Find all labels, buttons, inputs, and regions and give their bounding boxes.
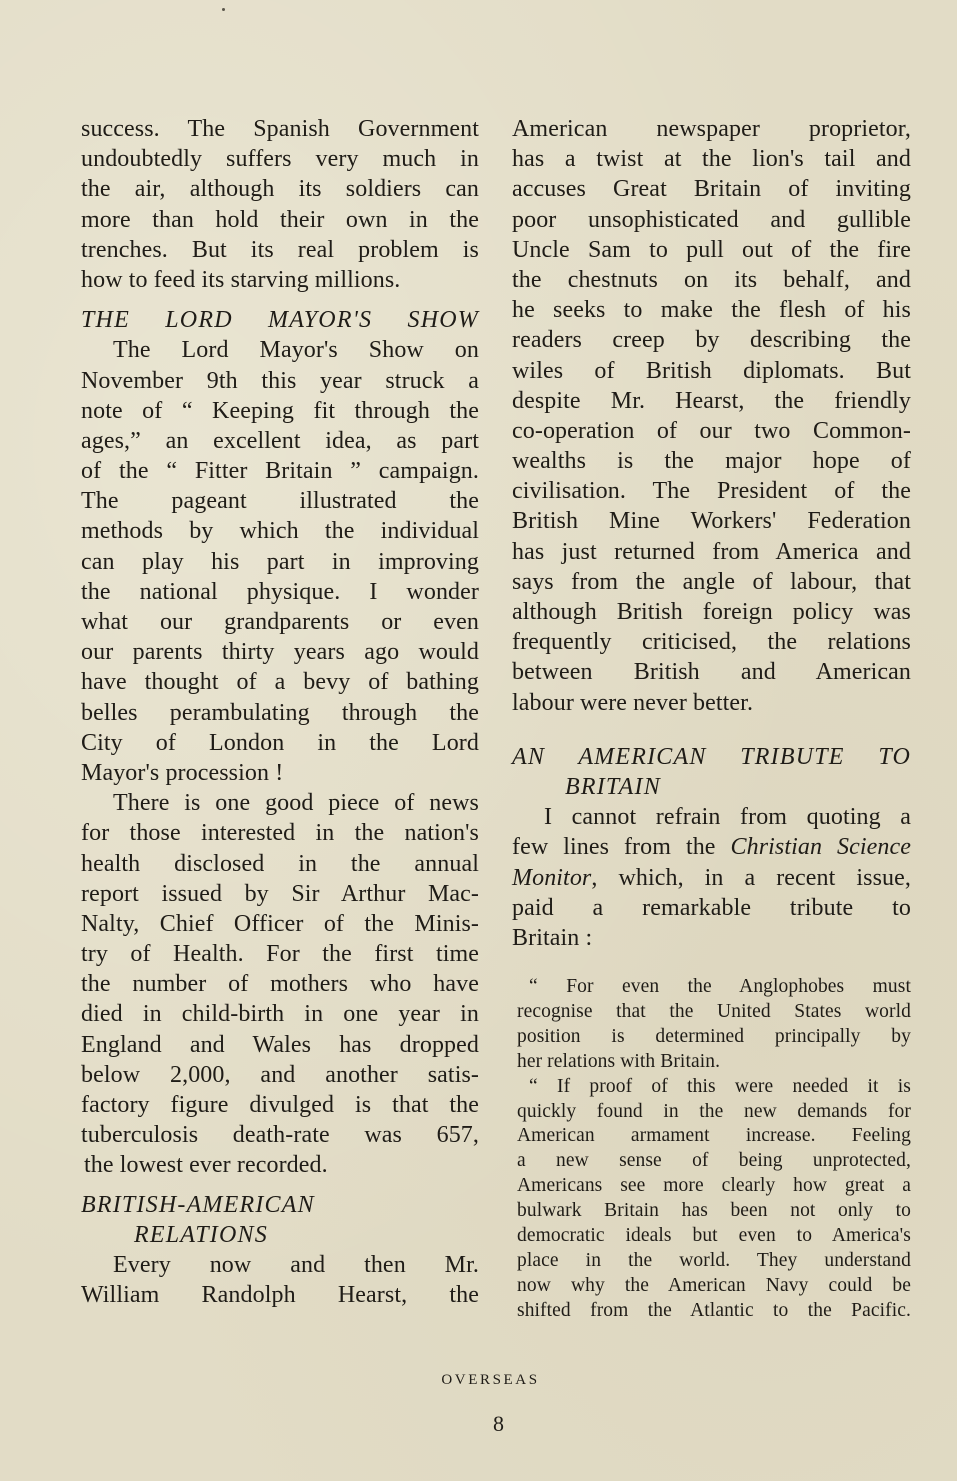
text-line: poor unsophisticated and gullible [512, 206, 911, 233]
text-line: Mayor's procession ! [81, 759, 284, 786]
text-line: tuberculosis death-rate was 657, [81, 1122, 479, 1149]
block-quote [512, 975, 911, 1323]
text-line: The pageant illustrated the [81, 488, 479, 515]
left-column [81, 114, 479, 1310]
text-line: the number of mothers who have [81, 971, 479, 998]
text-line: frequently criticised, the relations [512, 629, 911, 656]
text-fragment: few lines from the [512, 834, 731, 861]
text-line: our parents thirty years ago would [81, 639, 479, 666]
text-line: a new sense of being unprotected, [517, 1150, 911, 1172]
publication-name-italic: Christian Science [730, 834, 911, 861]
text-line: England and Wales has dropped [81, 1031, 479, 1058]
text-line: Nalty, Chief Officer of the Minis- [81, 910, 479, 937]
text-line: can play his part in improving [81, 548, 479, 575]
section-heading-britain: BRITAIN [565, 773, 661, 800]
text-line: says from the angle of labour, that [512, 568, 911, 595]
text-line: how to feed its starving millions. [81, 266, 401, 293]
section-heading-british-american: BRITISH-AMERICAN [81, 1191, 315, 1218]
text-line: Every now and then Mr. [113, 1251, 479, 1278]
text-fragment: , which, in a recent issue, [591, 864, 911, 891]
text-line: position is determined principally by [517, 1025, 911, 1047]
lord-mayors-show-paragraph [81, 335, 479, 788]
text-line: co-operation of our two Common- [512, 417, 911, 444]
text-line: factory figure divulged is that the [81, 1092, 479, 1118]
text-line: have thought of a bevy of bathing [81, 669, 479, 696]
tribute-intro-paragraph [512, 802, 911, 953]
section-heading-american-tribute: AN AMERICAN TRIBUTE TO [512, 743, 911, 770]
text-line: he seeks to make the flesh of his [512, 297, 911, 324]
text-line: died in child-birth in one year in [81, 1001, 479, 1028]
text-line: “ For even the Anglophobes must [529, 976, 911, 998]
text-line: although British foreign policy was [512, 599, 911, 625]
section-heading-lord-mayors-show: THE LORD MAYOR'S SHOW [81, 307, 479, 334]
text-line: for those interested in the nation's [81, 820, 479, 847]
text-line: civilisation. The President of the [512, 478, 911, 505]
text-line: “ If proof of this were needed it is [529, 1075, 911, 1097]
text-line: November 9th this year struck a [81, 367, 479, 394]
text-line: now why the American Navy could be [517, 1274, 911, 1296]
section-heading-relations: RELATIONS [134, 1221, 268, 1248]
publication-title: OVERSEAS [441, 1372, 540, 1388]
text-line: paid a remarkable tribute to [512, 894, 911, 921]
text-line: Americans see more clearly how great a [517, 1175, 911, 1197]
text-line: democratic ideals but even to America's [517, 1224, 911, 1246]
text-line: try of Health. For the first time [81, 941, 479, 968]
text-line: quickly found in the new demands for [517, 1100, 911, 1122]
text-line: note of “ Keeping fit through the [81, 397, 479, 424]
quote-paragraph [517, 975, 911, 1075]
paper-speck [222, 8, 225, 11]
publication-name-italic: Monitor [512, 864, 592, 891]
text-line: wealths is the major hope of [512, 448, 911, 475]
text-line: place in the world. They understand [517, 1249, 911, 1271]
text-line: I cannot refrain from quoting a [544, 804, 911, 831]
right-column [512, 114, 911, 1324]
text-line: trenches. But its real problem is [81, 236, 479, 263]
text-line: undoubtedly suffers very much in [81, 146, 479, 173]
intro-paragraph [81, 114, 479, 295]
text-line: readers creep by describing the [512, 327, 911, 354]
text-line: what our grandparents or even [81, 609, 479, 635]
text-line: the lowest ever recorded. [84, 1152, 328, 1179]
text-line: health disclosed in the annual [81, 850, 479, 877]
text-line: British Mine Workers' Federation [512, 508, 911, 535]
text-line: her relations with Britain. [517, 1050, 721, 1072]
text-line [512, 832, 911, 862]
text-line: the air, although its soldiers can [81, 176, 479, 203]
text-line: The Lord Mayor's Show on [113, 337, 479, 364]
health-report-paragraph [81, 788, 479, 1180]
text-line: City of London in the Lord [81, 729, 479, 756]
text-line: Uncle Sam to pull out of the fire [512, 236, 911, 263]
text-line: more than hold their own in the [81, 206, 479, 233]
text-line: report issued by Sir Arthur Mac- [81, 880, 479, 907]
text-line [512, 863, 911, 893]
text-line: American armament increase. Feeling [517, 1125, 911, 1147]
hearst-paragraph [81, 1250, 479, 1310]
text-line: despite Mr. Hearst, the friendly [512, 387, 911, 414]
text-line: the national physique. I wonder [81, 578, 479, 605]
text-line: recognise that the United States world [517, 1000, 911, 1022]
text-line: labour were never better. [512, 689, 754, 716]
page-number: 8 [493, 1411, 504, 1436]
quote-paragraph [517, 1075, 911, 1324]
text-line: shifted from the Atlantic to the Pacific. [517, 1299, 911, 1321]
text-line: There is one good piece of news [113, 790, 479, 817]
text-line: of the “ Fitter Britain ” campaign. [81, 458, 479, 485]
text-line: bulwark Britain has been not only to [517, 1200, 911, 1222]
text-line: accuses Great Britain of inviting [512, 176, 911, 203]
text-line: ages,” an excellent idea, as part [81, 427, 479, 454]
text-line: belles perambulating through the [81, 699, 479, 726]
text-line: methods by which the individual [81, 518, 479, 545]
text-line: American newspaper proprietor, [512, 116, 911, 142]
text-line: William Randolph Hearst, the [81, 1282, 479, 1309]
text-line: has a twist at the lion's tail and [512, 146, 911, 173]
text-line: has just returned from America and [512, 538, 911, 565]
text-line: the chestnuts on its behalf, and [512, 266, 911, 293]
hearst-paragraph-continued [512, 114, 911, 718]
text-line: below 2,000, and another satis- [81, 1061, 479, 1088]
text-line: Britain : [512, 924, 593, 951]
text-line: wiles of British diplomats. But [512, 357, 911, 384]
running-footer [0, 1372, 957, 1389]
text-line: success. The Spanish Government [81, 116, 479, 142]
text-line: between British and American [512, 659, 911, 686]
